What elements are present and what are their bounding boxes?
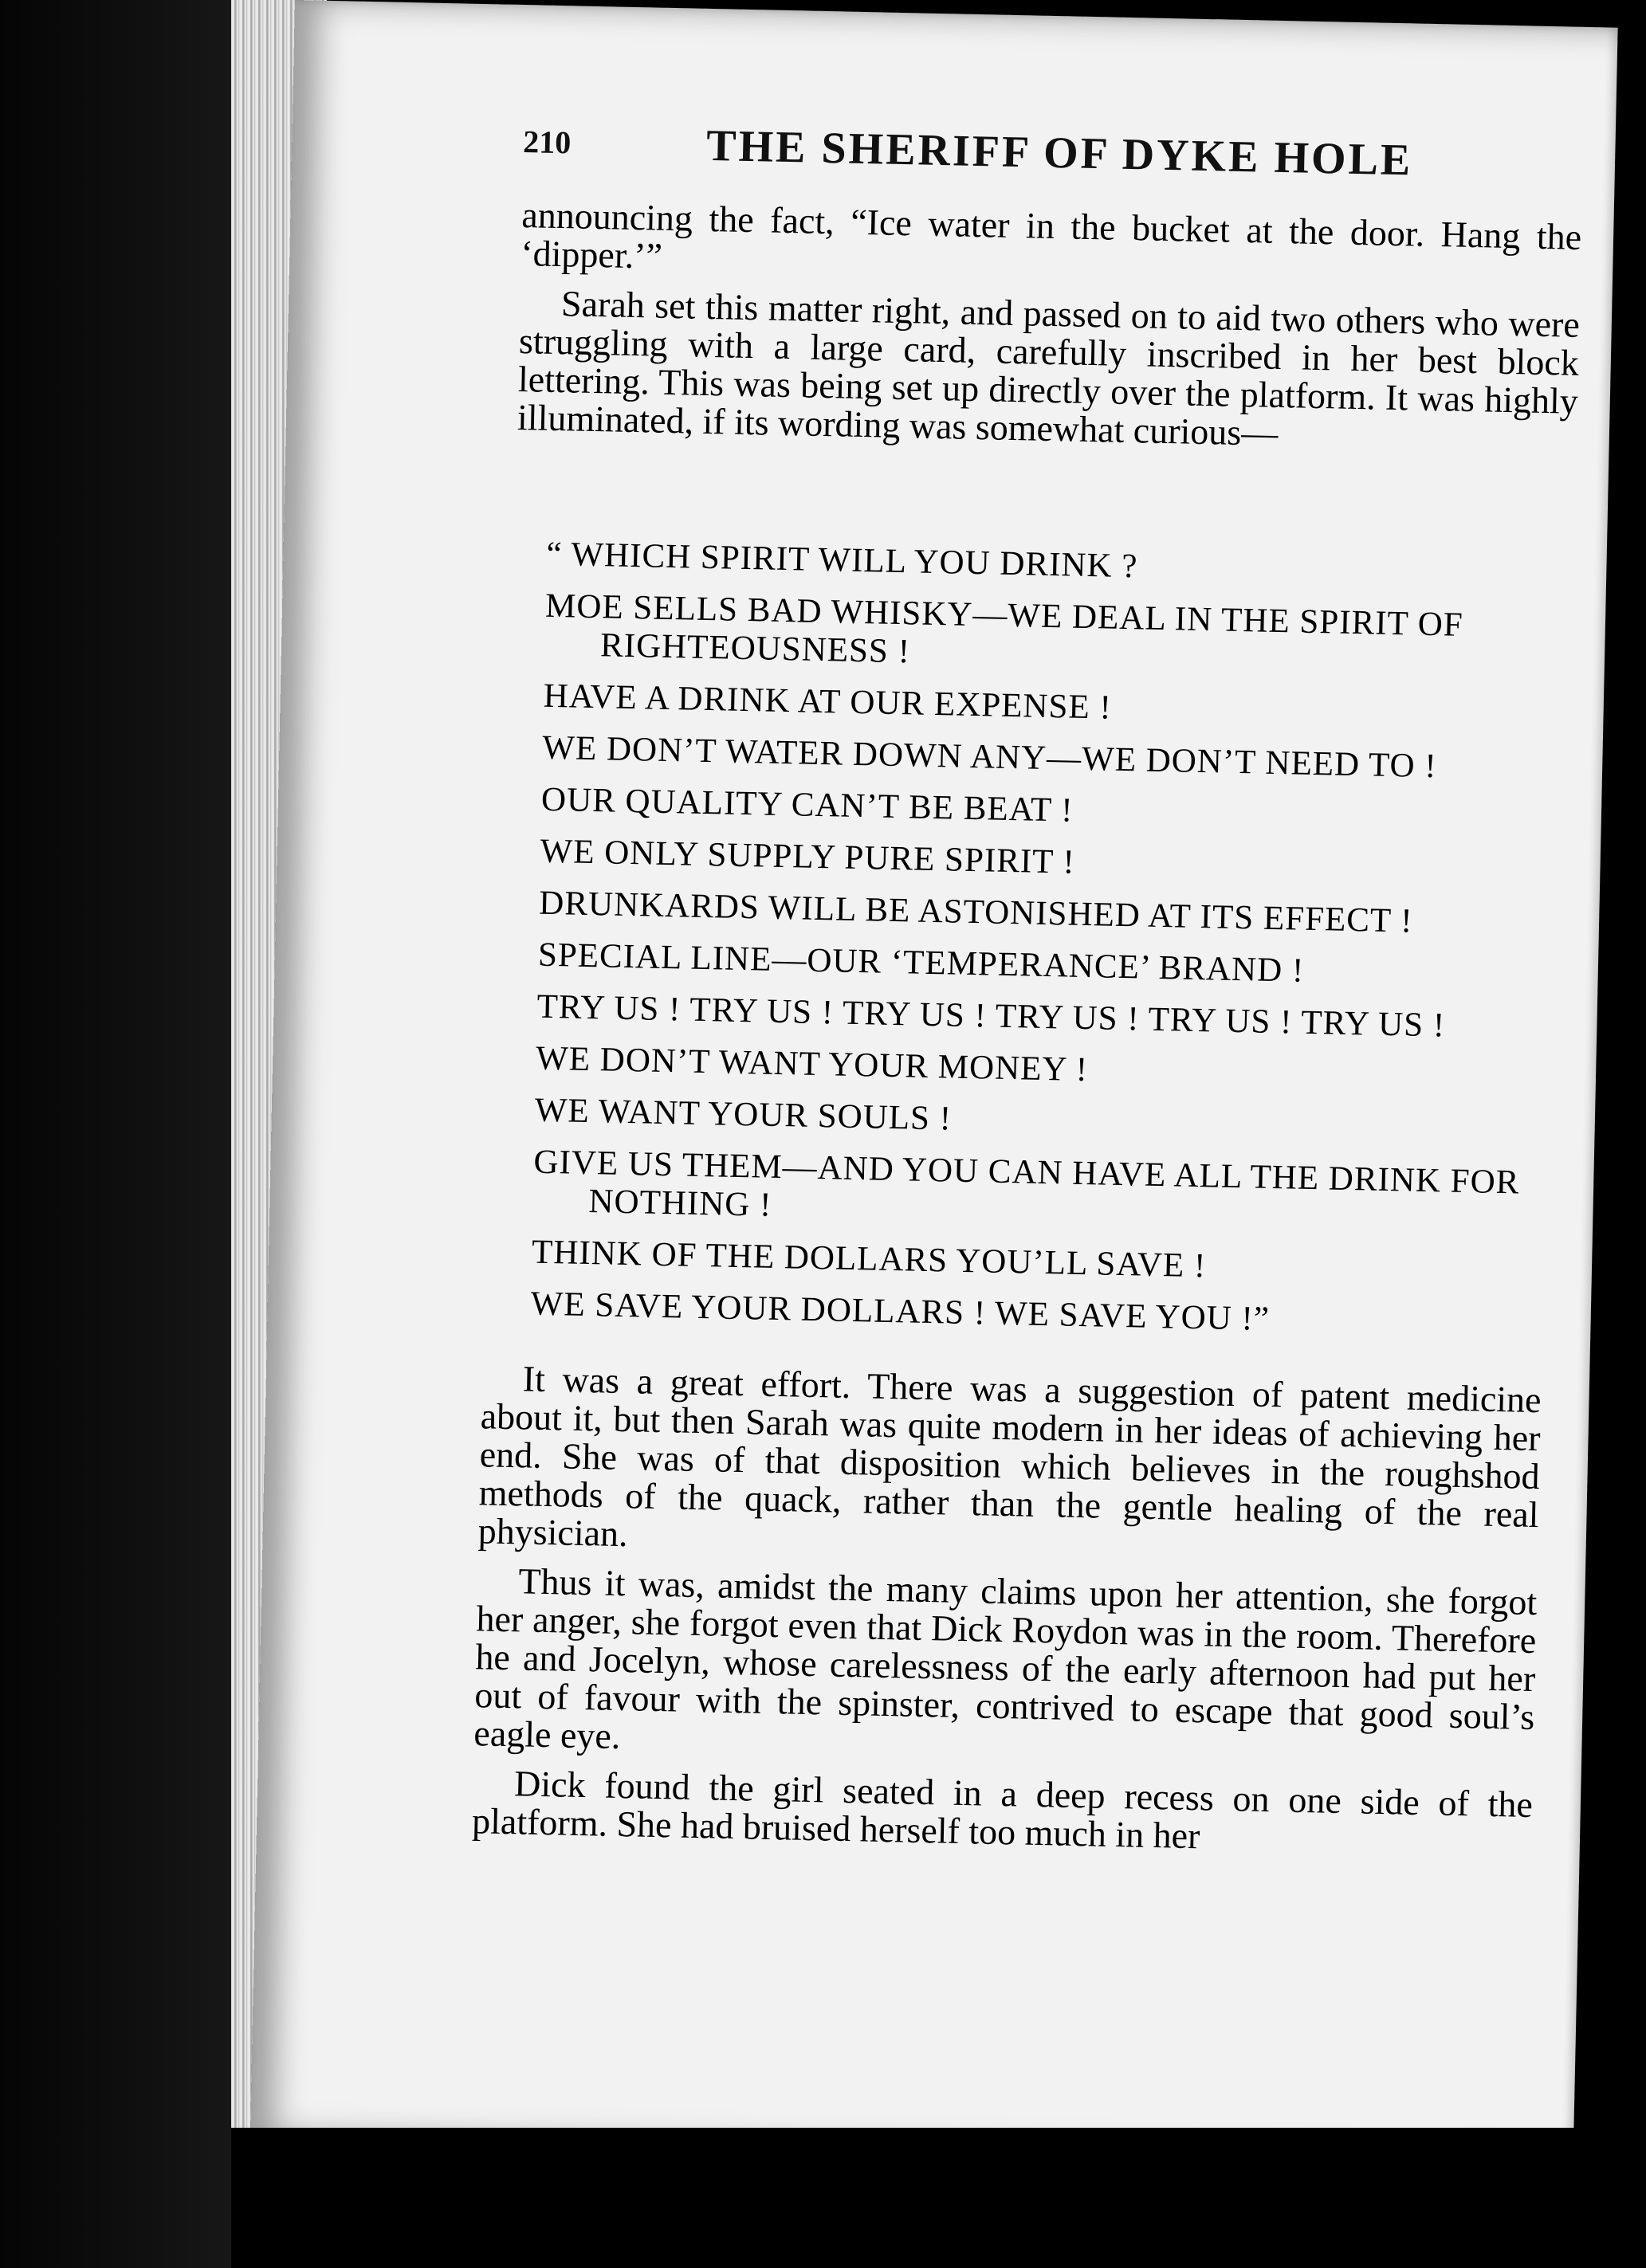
paragraph: It was a great effort. There was a suggestion of patent medicine about it, but then Sarah was quite modern in her ideas of achieving her end. She was of that disposition which believes in the roughshod methods of the quack, rather than the gentle healing of the real physician. [477,1358,1542,1555]
sign-line: “ WHICH SPIRIT WILL YOU DRINK ? [546,535,1138,586]
paragraph: Sarah set this matter right, and passed on to aid two others who were struggling with a large card, carefully inscribed in her best block lettering. This was being set up directly over the platform. It was highly illuminated, if its wording was somewhat curious— [517,283,1581,453]
closing-text [471,1359,1542,1874]
sign-line: OUR QUALITY CAN’T BE BEAT ! [540,780,1074,830]
right-edge-shadow [1626,0,1646,2268]
sign-line: WE DON’T WATER DOWN ANY—WE DON’T NEED TO ! [541,728,1438,786]
sign-line: TRY US ! TRY US ! TRY US ! TRY US ! TRY US ! TRY US ! [536,987,1446,1045]
paragraph: Thus it was, amidst the many claims upon her attention, she forgot her anger, she forgot even that Dick Roydon was in the room. Therefore he and Jocelyn, whose carelessness of the early afternoon had put her out of favour with the spinster, contrived to escape that good soul’s eagle eye. [473,1560,1538,1757]
page-number: 210 [522,124,572,161]
sign-line: WE SAVE YOUR DOLLARS ! WE SAVE YOU !” [530,1285,1271,1338]
sign-line: DRUNKARDS WILL BE ASTONISHED AT ITS EFFECT ! [538,884,1414,940]
dark-backdrop [0,0,263,2268]
paragraph: Dick found the girl seated in a deep recess on one side of the platform. She had bruised herself too much in her [471,1763,1534,1857]
sign-line: SPECIAL LINE—OUR ‘TEMPERANCE’ BRAND ! [537,936,1305,990]
sign-text [530,536,1607,1360]
sign-line: WE ONLY SUPPLY PURE SPIRIT ! [540,832,1076,881]
sign-line: GIVE US THEM—AND YOU CAN HAVE ALL THE DRINK FOR NOTHING ! [533,1143,1520,1224]
paragraph: announcing the fact, “Ice water in the bucket at the door. Hang the ‘dipper.’” [520,194,1582,277]
running-title: THE SHERIFF OF DYKE HOLE [705,120,1413,186]
page-bottom-shadow [231,2128,1634,2268]
running-head [522,116,1576,186]
sign-line: THINK OF THE DOLLARS YOU’LL SAVE ! [531,1233,1207,1285]
sign-line: HAVE A DRINK AT OUR EXPENSE ! [543,677,1113,727]
sign-line: WE DON’T WANT YOUR MONEY ! [535,1039,1089,1089]
sign-line: MOE SELLS BAD WHISKY—WE DEAL IN THE SPIRIT OF RIGHTEOUSNESS ! [544,587,1464,671]
book-page [250,0,1618,2163]
opening-text [517,196,1581,470]
sign-line: WE WANT YOUR SOULS ! [534,1091,953,1138]
